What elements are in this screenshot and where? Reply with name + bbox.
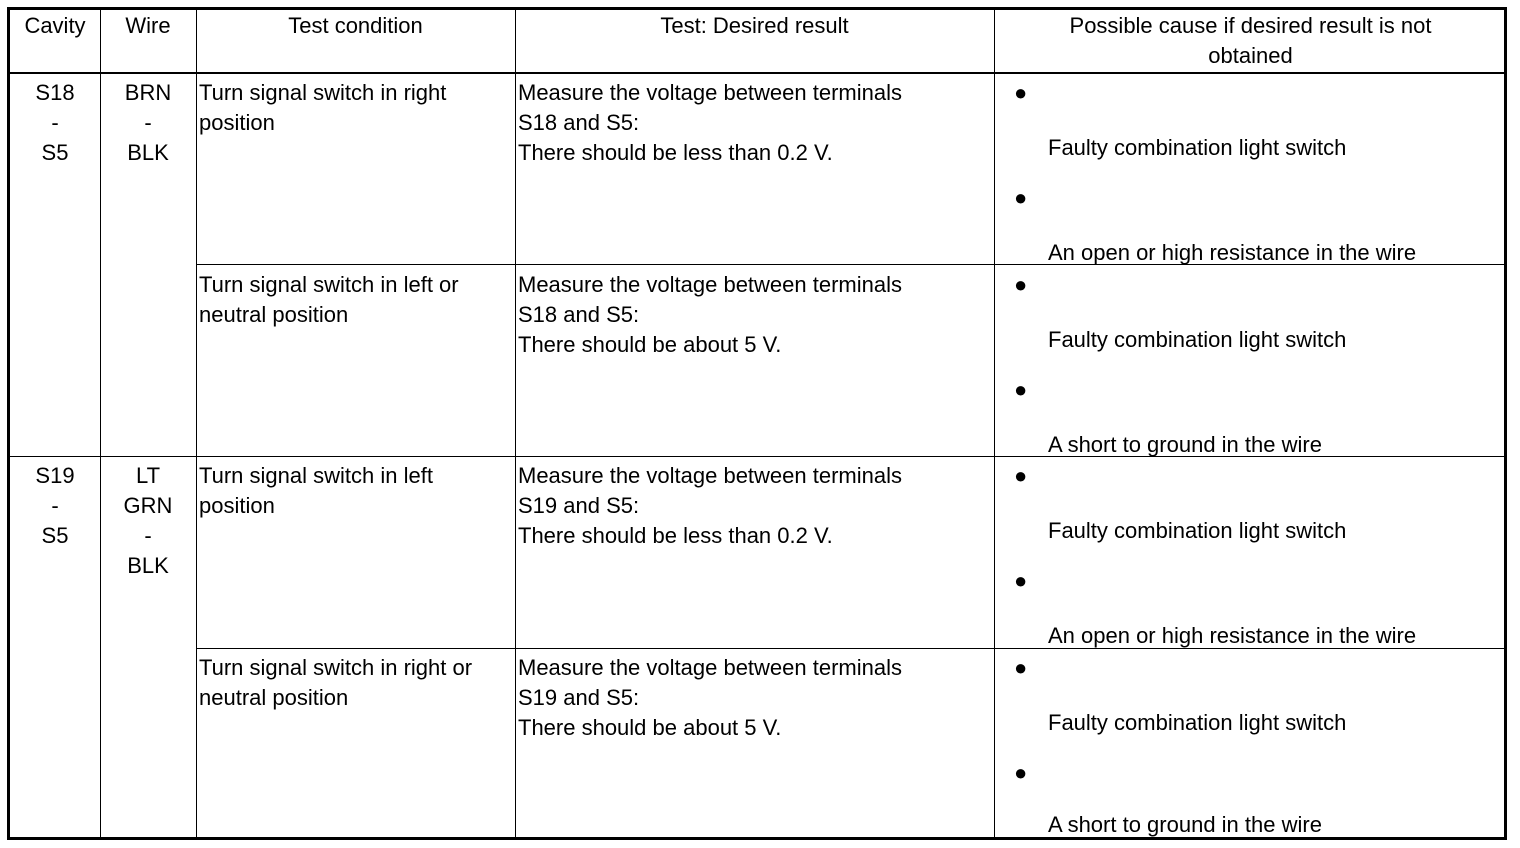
desired-result: S18 and S5:: [518, 302, 640, 327]
desired-result: Measure the voltage between terminals: [518, 655, 902, 680]
wire-label: BLK: [127, 553, 169, 578]
desired-result: There should be less than 0.2 V.: [518, 523, 833, 548]
bullet-icon: ●: [1014, 655, 1028, 680]
bullet-icon: ●: [1014, 760, 1028, 785]
desired-result: Measure the voltage between terminals: [518, 272, 902, 297]
desired-result: There should be less than 0.2 V.: [518, 140, 833, 165]
column-divider: [515, 10, 516, 837]
desired-result: S18 and S5:: [518, 110, 640, 135]
possible-cause: A short to ground in the wire: [1048, 812, 1322, 837]
wire-label: BLK: [127, 140, 169, 165]
wire-label: -: [144, 110, 152, 135]
test-condition: Turn signal switch in right or: [199, 655, 473, 680]
desired-result: Measure the voltage between terminals: [518, 80, 902, 105]
test-condition: Turn signal switch in left: [199, 463, 433, 488]
possible-cause: A short to ground in the wire: [1048, 432, 1322, 457]
cavity-label: S18: [35, 80, 75, 105]
header-wire: Wire: [125, 13, 171, 38]
possible-cause: Faulty combination light switch: [1048, 327, 1347, 352]
test-condition: position: [199, 110, 275, 135]
desired-result: S19 and S5:: [518, 685, 640, 710]
wire-label: GRN: [123, 493, 173, 518]
cavity-label: -: [51, 110, 59, 135]
header-cavity: Cavity: [24, 13, 86, 38]
test-condition: neutral position: [199, 685, 349, 710]
bullet-icon: ●: [1014, 185, 1028, 210]
desired-result: Measure the voltage between terminals: [518, 463, 902, 488]
test-condition: Turn signal switch in right: [199, 80, 447, 105]
possible-cause: Faulty combination light switch: [1048, 710, 1347, 735]
possible-cause: Faulty combination light switch: [1048, 518, 1347, 543]
test-condition: Turn signal switch in left or: [199, 272, 459, 297]
desired-result: There should be about 5 V.: [518, 715, 782, 740]
bullet-icon: ●: [1014, 463, 1028, 488]
wire-label: -: [144, 523, 152, 548]
column-divider: [196, 10, 197, 837]
possible-cause: An open or high resistance in the wire: [1048, 240, 1417, 265]
bullet-icon: ●: [1014, 377, 1028, 402]
column-divider: [994, 10, 995, 837]
desired-result: There should be about 5 V.: [518, 332, 782, 357]
header-desired-result: Test: Desired result: [660, 13, 849, 38]
possible-cause: An open or high resistance in the wire: [1048, 623, 1417, 648]
bullet-icon: ●: [1014, 568, 1028, 593]
cavity-label: S5: [41, 140, 69, 165]
desired-result: S19 and S5:: [518, 493, 640, 518]
cavity-label: -: [51, 493, 59, 518]
test-condition: position: [199, 493, 275, 518]
header-possible-cause: Possible cause if desired result is not: [1069, 13, 1432, 38]
possible-cause: Faulty combination light switch: [1048, 135, 1347, 160]
header-test-condition: Test condition: [288, 13, 423, 38]
cavity-label: S5: [41, 523, 69, 548]
bullet-icon: ●: [1014, 80, 1028, 105]
cavity-label: S19: [35, 463, 75, 488]
bullet-icon: ●: [1014, 272, 1028, 297]
header-possible-cause-cont: obtained: [1208, 43, 1293, 68]
wire-label: LT: [135, 463, 161, 488]
diagnostic-table: [7, 7, 1507, 840]
wire-label: BRN: [124, 80, 172, 105]
header-divider: [10, 72, 1504, 74]
test-condition: neutral position: [199, 302, 349, 327]
